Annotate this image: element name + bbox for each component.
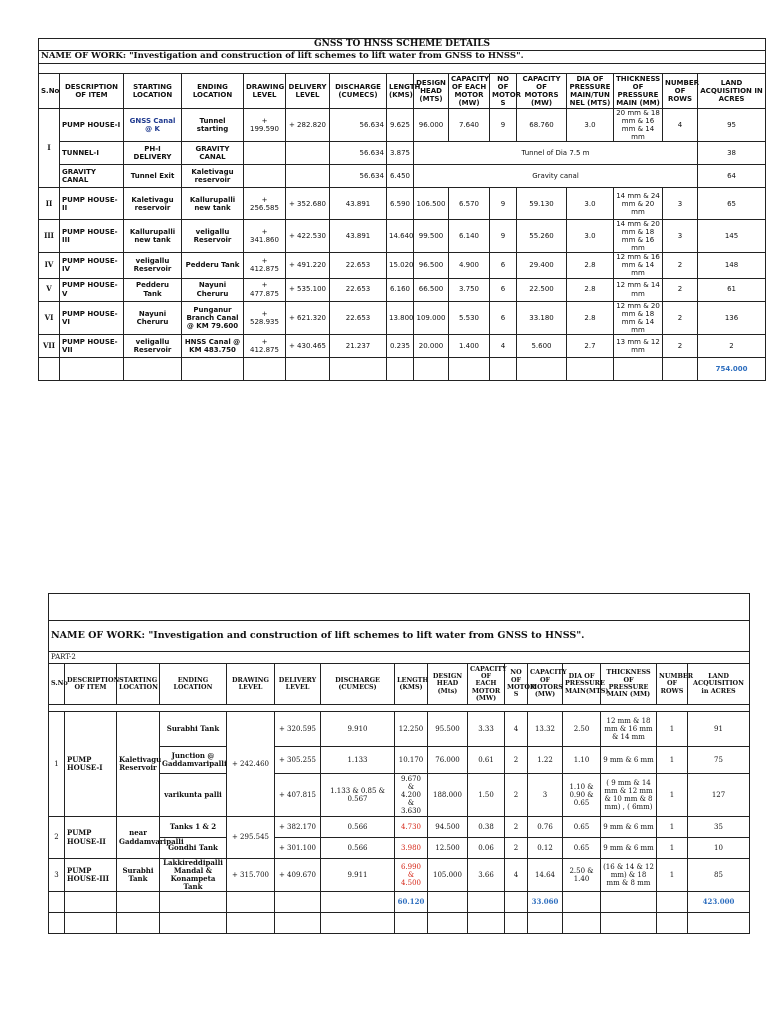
item-description: GRAVITY CANAL — [60, 165, 124, 188]
ending-location: Surabhi Tank — [160, 712, 227, 747]
motor-count: 9 — [490, 220, 517, 253]
drawing-level — [244, 142, 286, 165]
scheme-details-table — [38, 38, 766, 381]
col-header: ENDING LOCATION — [160, 664, 227, 705]
land-acquisition: 148 — [698, 253, 766, 278]
table-row — [49, 859, 750, 892]
motor-capacity: 3.33 — [468, 712, 505, 747]
header-row — [39, 74, 766, 109]
ending-location: Pedderu Tank — [182, 253, 244, 278]
land-acquisition: 2 — [698, 334, 766, 357]
land-acquisition: 10 — [688, 838, 750, 859]
col-header: LENGTH (KMS) — [387, 74, 414, 109]
motor-count: 9 — [490, 109, 517, 142]
motor-capacity: 0.38 — [468, 817, 505, 838]
serial-number: 3 — [49, 859, 65, 892]
delivery-level: + 535.100 — [286, 278, 330, 301]
pressure-main-dia: 2.7 — [567, 334, 614, 357]
design-head: 106.500 — [414, 188, 449, 220]
design-head: 96.500 — [414, 253, 449, 278]
discharge: 22.653 — [330, 301, 387, 334]
col-header: CAPACITY OF MOTORS (MW) — [517, 74, 567, 109]
item-description: PUMP HOUSE-III — [60, 220, 124, 253]
item-description: PUMP HOUSE-I — [60, 109, 124, 142]
col-header: ENDING LOCATION — [182, 74, 244, 109]
motors-capacity: 68.760 — [517, 109, 567, 142]
col-header: NUMBER OF ROWS — [663, 74, 698, 109]
pressure-main-thickness: 9 mm & 6 mm — [601, 838, 657, 859]
starting-location: GNSS Canal @ K — [124, 109, 182, 142]
pressure-main-thickness: 12 mm & 20 mm & 18 mm & 14 mm — [614, 301, 663, 334]
drawing-level — [244, 165, 286, 188]
motors-capacity: 13.32 — [528, 712, 563, 747]
drawing-level: + 412.875 — [244, 334, 286, 357]
drawing-level: + 477.875 — [244, 278, 286, 301]
pressure-main-dia: 3.0 — [567, 109, 614, 142]
length: 0.235 — [387, 334, 414, 357]
number-of-rows: 1 — [657, 774, 688, 817]
col-header: STARTING LOCATION — [117, 664, 160, 705]
discharge: 9.911 — [321, 859, 395, 892]
blank-row — [49, 594, 750, 621]
design-head: 105.000 — [428, 859, 468, 892]
table-row — [39, 334, 766, 357]
pressure-main-dia: 1.10 — [563, 747, 601, 774]
length: 14.640 — [387, 220, 414, 253]
col-header: S.No — [49, 664, 65, 705]
discharge: 0.566 — [321, 817, 395, 838]
number-of-rows: 1 — [657, 838, 688, 859]
header-row — [49, 664, 750, 705]
number-of-rows: 1 — [657, 859, 688, 892]
table-row — [39, 253, 766, 278]
length: 6.590 — [387, 188, 414, 220]
drawing-level: + 341.860 — [244, 220, 286, 253]
ending-location: Junction @ Gaddamvaripalli — [160, 747, 227, 774]
pressure-main-dia: 2.50 — [563, 712, 601, 747]
number-of-rows: 1 — [657, 817, 688, 838]
starting-location: Tunnel Exit — [124, 165, 182, 188]
drawing-level: + 528.935 — [244, 301, 286, 334]
length: 13.800 — [387, 301, 414, 334]
ending-location: Kallurupalli new tank — [182, 188, 244, 220]
col-header: STARTING LOCATION — [124, 74, 182, 109]
number-of-rows: 1 — [657, 747, 688, 774]
blank-row — [39, 64, 766, 74]
name-of-work-label: NAME OF WORK: — [41, 51, 127, 62]
ending-location: Tanks 1 & 2 — [160, 817, 227, 838]
starting-location: PH-I DELIVERY — [124, 142, 182, 165]
serial-number: II — [39, 188, 60, 220]
starting-location: Nayuni Cheruru — [124, 301, 182, 334]
pressure-main-thickness: 12 mm & 16 mm & 14 mm — [614, 253, 663, 278]
starting-location: Kallurupalli new tank — [124, 220, 182, 253]
item-description: PUMP HOUSE-VII — [60, 334, 124, 357]
pressure-main-thickness: 14 mm & 24 mm & 20 mm — [614, 188, 663, 220]
table-row — [39, 301, 766, 334]
serial-number: I — [39, 109, 60, 188]
item-description: PUMP HOUSE-III — [65, 859, 117, 892]
table-row — [39, 165, 766, 188]
discharge: 43.891 — [330, 220, 387, 253]
delivery-level: + 382.170 — [275, 817, 321, 838]
motors-capacity: 5.600 — [517, 334, 567, 357]
drawing-level: + 242.460 — [227, 712, 275, 817]
motors-capacity: 55.260 — [517, 220, 567, 253]
discharge: 1.133 — [321, 747, 395, 774]
delivery-level: + 407.815 — [275, 774, 321, 817]
delivery-level: + 282.820 — [286, 109, 330, 142]
land-acquisition: 64 — [698, 165, 766, 188]
col-header: THICKNESS OF PRESSURE MAIN (MM) — [614, 74, 663, 109]
starting-location: Pedderu Tank — [124, 278, 182, 301]
col-header: CAPACITY OF EACH MOTOR (MW) — [468, 664, 505, 705]
design-head: 99.500 — [414, 220, 449, 253]
item-description: PUMP HOUSE-V — [60, 278, 124, 301]
length: 6.450 — [387, 165, 414, 188]
drawing-level: + 315.700 — [227, 859, 275, 892]
ending-location: Tunnel starting — [182, 109, 244, 142]
design-head: 94.500 — [428, 817, 468, 838]
motor-count: 2 — [505, 838, 528, 859]
length: 9.670 & 4.200 & 3.630 — [395, 774, 428, 817]
design-head: 109.000 — [414, 301, 449, 334]
land-acquisition: 145 — [698, 220, 766, 253]
part2-table — [48, 593, 750, 934]
length: 6.990 & 4.500 — [395, 859, 428, 892]
col-header: DISCHARGE (CUMECS) — [330, 74, 387, 109]
item-description: TUNNEL-I — [60, 142, 124, 165]
starting-location: veligallu Reservoir — [124, 253, 182, 278]
discharge: 56.634 — [330, 165, 387, 188]
design-head: 95.500 — [428, 712, 468, 747]
table-row — [49, 817, 750, 838]
discharge: 56.634 — [330, 142, 387, 165]
length: 3.875 — [387, 142, 414, 165]
drawing-level: + 199.590 — [244, 109, 286, 142]
col-header: NUMBER OF ROWS — [657, 664, 688, 705]
motor-capacity: 6.570 — [449, 188, 490, 220]
table-row — [39, 278, 766, 301]
table-row — [49, 712, 750, 747]
length: 15.020 — [387, 253, 414, 278]
ending-location: Gondhi Tank — [160, 838, 227, 859]
total-land-acquisition: 423.000 — [688, 892, 750, 913]
col-header: DESCRIPTION OF ITEM — [60, 74, 124, 109]
discharge: 9.910 — [321, 712, 395, 747]
pressure-main-thickness: 12 mm & 18 mm & 16 mm & 14 mm — [601, 712, 657, 747]
col-header: LAND ACQUISITION in ACRES — [688, 664, 750, 705]
ending-location: GRAVITY CANAL — [182, 142, 244, 165]
delivery-level: + 301.100 — [275, 838, 321, 859]
motor-capacity: 4.900 — [449, 253, 490, 278]
ending-location: Lakkireddipalli Mandal & Konampeta Tank — [160, 859, 227, 892]
col-header: DISCHARGE (CUMECS) — [321, 664, 395, 705]
delivery-level: + 430.465 — [286, 334, 330, 357]
number-of-rows: 1 — [657, 712, 688, 747]
empty-row — [49, 913, 750, 934]
design-head: 12.500 — [428, 838, 468, 859]
number-of-rows: 2 — [663, 301, 698, 334]
delivery-level — [286, 142, 330, 165]
motor-capacity: 1.400 — [449, 334, 490, 357]
pressure-main-thickness: ( 9 mm & 14 mm & 12 mm & 10 mm & 8 mm) , ( 6mm) — [601, 774, 657, 817]
ending-location: Kaletivagu reservoir — [182, 165, 244, 188]
length: 10.170 — [395, 747, 428, 774]
total-land-acquisition: 754.000 — [698, 357, 766, 380]
col-header: DELIVERY LEVEL — [275, 664, 321, 705]
pressure-main-dia: 2.8 — [567, 301, 614, 334]
motor-capacity: 3.66 — [468, 859, 505, 892]
col-header: NO OF MOTOR S — [490, 74, 517, 109]
name-of-work: NAME OF WORK: "Investigation and construction of lift schemes to lift water from GNSS to HNSS". — [49, 621, 750, 652]
serial-number: VI — [39, 301, 60, 334]
col-header: DIA OF PRESSURE MAIN(MTS) — [563, 664, 601, 705]
motor-capacity: 5.530 — [449, 301, 490, 334]
spacer-row — [49, 705, 750, 712]
land-acquisition: 38 — [698, 142, 766, 165]
delivery-level — [286, 165, 330, 188]
delivery-level: + 409.670 — [275, 859, 321, 892]
design-head: 76.000 — [428, 747, 468, 774]
land-acquisition: 75 — [688, 747, 750, 774]
serial-number: V — [39, 278, 60, 301]
col-header: LAND ACQUISITION IN ACRES — [698, 74, 766, 109]
land-acquisition: 91 — [688, 712, 750, 747]
delivery-level: + 621.320 — [286, 301, 330, 334]
number-of-rows: 2 — [663, 334, 698, 357]
drawing-level: + 412.875 — [244, 253, 286, 278]
col-header: DRAWING LEVEL — [227, 664, 275, 705]
discharge: 0.566 — [321, 838, 395, 859]
name-of-work — [39, 51, 766, 64]
col-header: DESIGN HEAD (MTS) — [414, 74, 449, 109]
motor-count: 9 — [490, 188, 517, 220]
land-acquisition: 65 — [698, 188, 766, 220]
serial-number: III — [39, 220, 60, 253]
motor-capacity: 7.640 — [449, 109, 490, 142]
pressure-main-dia: 0.65 — [563, 817, 601, 838]
total-motors-capacity: 33.060 — [528, 892, 563, 913]
motor-count: 2 — [505, 817, 528, 838]
pressure-main-thickness: 13 mm & 12 mm — [614, 334, 663, 357]
motors-capacity: 59.130 — [517, 188, 567, 220]
serial-number: VII — [39, 334, 60, 357]
table-row — [39, 142, 766, 165]
serial-number: 2 — [49, 817, 65, 859]
ending-location: HNSS Canal @ KM 483.750 — [182, 334, 244, 357]
part-label: PART-2 — [49, 652, 750, 664]
pressure-main-dia: 2.8 — [567, 278, 614, 301]
discharge: 22.653 — [330, 278, 387, 301]
total-row — [49, 892, 750, 913]
total-length: 60.120 — [395, 892, 428, 913]
col-header: S.No — [39, 74, 60, 109]
starting-location: Surabhi Tank — [117, 859, 160, 892]
motors-capacity: 22.500 — [517, 278, 567, 301]
col-header: LENGTH (KMS) — [395, 664, 428, 705]
design-head: 96.000 — [414, 109, 449, 142]
motor-capacity: 1.50 — [468, 774, 505, 817]
motor-count: 4 — [490, 334, 517, 357]
serial-number: IV — [39, 253, 60, 278]
motor-count: 2 — [505, 774, 528, 817]
motor-capacity: 0.06 — [468, 838, 505, 859]
ending-location: veligallu Reservoir — [182, 220, 244, 253]
motors-capacity: 33.180 — [517, 301, 567, 334]
col-header: CAPACITY OF EACH MOTOR (MW) — [449, 74, 490, 109]
land-acquisition: 127 — [688, 774, 750, 817]
motor-count: 6 — [490, 278, 517, 301]
design-head: 66.500 — [414, 278, 449, 301]
delivery-level: + 491.220 — [286, 253, 330, 278]
design-head: 20.000 — [414, 334, 449, 357]
serial-number: 1 — [49, 712, 65, 817]
length: 12.250 — [395, 712, 428, 747]
land-acquisition: 136 — [698, 301, 766, 334]
motors-capacity: 29.400 — [517, 253, 567, 278]
motor-capacity: 0.61 — [468, 747, 505, 774]
tunnel-note: Tunnel of Dia 7.5 m — [414, 142, 698, 165]
discharge: 22.653 — [330, 253, 387, 278]
delivery-level: + 305.255 — [275, 747, 321, 774]
motor-count: 6 — [490, 253, 517, 278]
ending-location: Punganur Branch Canal @ KM 79.600 — [182, 301, 244, 334]
land-acquisition: 85 — [688, 859, 750, 892]
land-acquisition: 61 — [698, 278, 766, 301]
delivery-level: + 422.530 — [286, 220, 330, 253]
item-description: PUMP HOUSE-IV — [60, 253, 124, 278]
discharge: 21.237 — [330, 334, 387, 357]
motor-count: 2 — [505, 747, 528, 774]
table-row — [39, 220, 766, 253]
pressure-main-thickness: 14 mm & 20 mm & 18 mm & 16 mm — [614, 220, 663, 253]
table-title: GNSS TO HNSS SCHEME DETAILS — [39, 39, 766, 51]
pressure-main-dia: 0.65 — [563, 838, 601, 859]
pressure-main-thickness: 12 mm & 14 mm — [614, 278, 663, 301]
discharge: 56.634 — [330, 109, 387, 142]
item-description: PUMP HOUSE-I — [65, 712, 117, 817]
delivery-level: + 352.680 — [286, 188, 330, 220]
col-header: DESIGN HEAD (Mts) — [428, 664, 468, 705]
pressure-main-dia: 2.8 — [567, 253, 614, 278]
col-header: DELIVERY LEVEL — [286, 74, 330, 109]
pressure-main-dia: 1.10 & 0.90 & 0.65 — [563, 774, 601, 817]
pressure-main-dia: 2.50 & 1.40 — [563, 859, 601, 892]
motors-capacity: 1.22 — [528, 747, 563, 774]
motor-count: 4 — [505, 859, 528, 892]
ending-location: varikunta palli — [160, 774, 227, 817]
canal-note: Gravity canal — [414, 165, 698, 188]
land-acquisition: 35 — [688, 817, 750, 838]
col-header: THICKNESS OF PRESSURE MAIN (MM) — [601, 664, 657, 705]
starting-location: Kaletivagu reservoir — [124, 188, 182, 220]
col-header: DIA OF PRESSURE MAIN/TUN NEL (MTS) — [567, 74, 614, 109]
item-description: PUMP HOUSE-II — [60, 188, 124, 220]
pressure-main-dia: 3.0 — [567, 220, 614, 253]
pressure-main-dia: 3.0 — [567, 188, 614, 220]
discharge: 43.891 — [330, 188, 387, 220]
item-description: PUMP HOUSE-VI — [60, 301, 124, 334]
number-of-rows: 3 — [663, 220, 698, 253]
col-header: DESCRIPTION OF ITEM — [65, 664, 117, 705]
length: 3.980 — [395, 838, 428, 859]
discharge: 1.133 & 0.85 & 0.567 — [321, 774, 395, 817]
col-header: CAPACITY OF MOTORS (MW) — [528, 664, 563, 705]
motors-capacity: 0.12 — [528, 838, 563, 859]
motors-capacity: 0.76 — [528, 817, 563, 838]
length: 4.730 — [395, 817, 428, 838]
table-row — [39, 109, 766, 142]
number-of-rows: 2 — [663, 278, 698, 301]
starting-location: veligallu Reservoir — [124, 334, 182, 357]
starting-location: near Gaddamvaripalli — [117, 817, 160, 859]
motors-capacity: 3 — [528, 774, 563, 817]
table-row — [39, 188, 766, 220]
pressure-main-thickness: 20 mm & 18 mm & 16 mm & 14 mm — [614, 109, 663, 142]
item-description: PUMP HOUSE-II — [65, 817, 117, 859]
number-of-rows: 2 — [663, 253, 698, 278]
motor-count: 6 — [490, 301, 517, 334]
motor-capacity: 6.140 — [449, 220, 490, 253]
number-of-rows: 3 — [663, 188, 698, 220]
drawing-level: + 256.585 — [244, 188, 286, 220]
land-acquisition: 95 — [698, 109, 766, 142]
pressure-main-thickness: 9 mm & 6 mm — [601, 747, 657, 774]
length: 6.160 — [387, 278, 414, 301]
length: 9.625 — [387, 109, 414, 142]
motor-capacity: 3.750 — [449, 278, 490, 301]
pressure-main-thickness: 9 mm & 6 mm — [601, 817, 657, 838]
starting-location: Kaletivagu Reservoir — [117, 712, 160, 817]
motors-capacity: 14.64 — [528, 859, 563, 892]
design-head: 188.000 — [428, 774, 468, 817]
total-row — [39, 357, 766, 380]
delivery-level: + 320.595 — [275, 712, 321, 747]
motor-count: 4 — [505, 712, 528, 747]
number-of-rows: 4 — [663, 109, 698, 142]
name-of-work-text: "Investigation and construction of lift schemes to lift water from GNSS to HNSS". — [129, 51, 524, 62]
col-header: NO OF MOTOR S — [505, 664, 528, 705]
ending-location: Nayuni Cheruru — [182, 278, 244, 301]
pressure-main-thickness: (16 & 14 & 12 mm) & 18 mm & 8 mm — [601, 859, 657, 892]
col-header: DRAWING LEVEL — [244, 74, 286, 109]
drawing-level: + 295.545 — [227, 817, 275, 859]
